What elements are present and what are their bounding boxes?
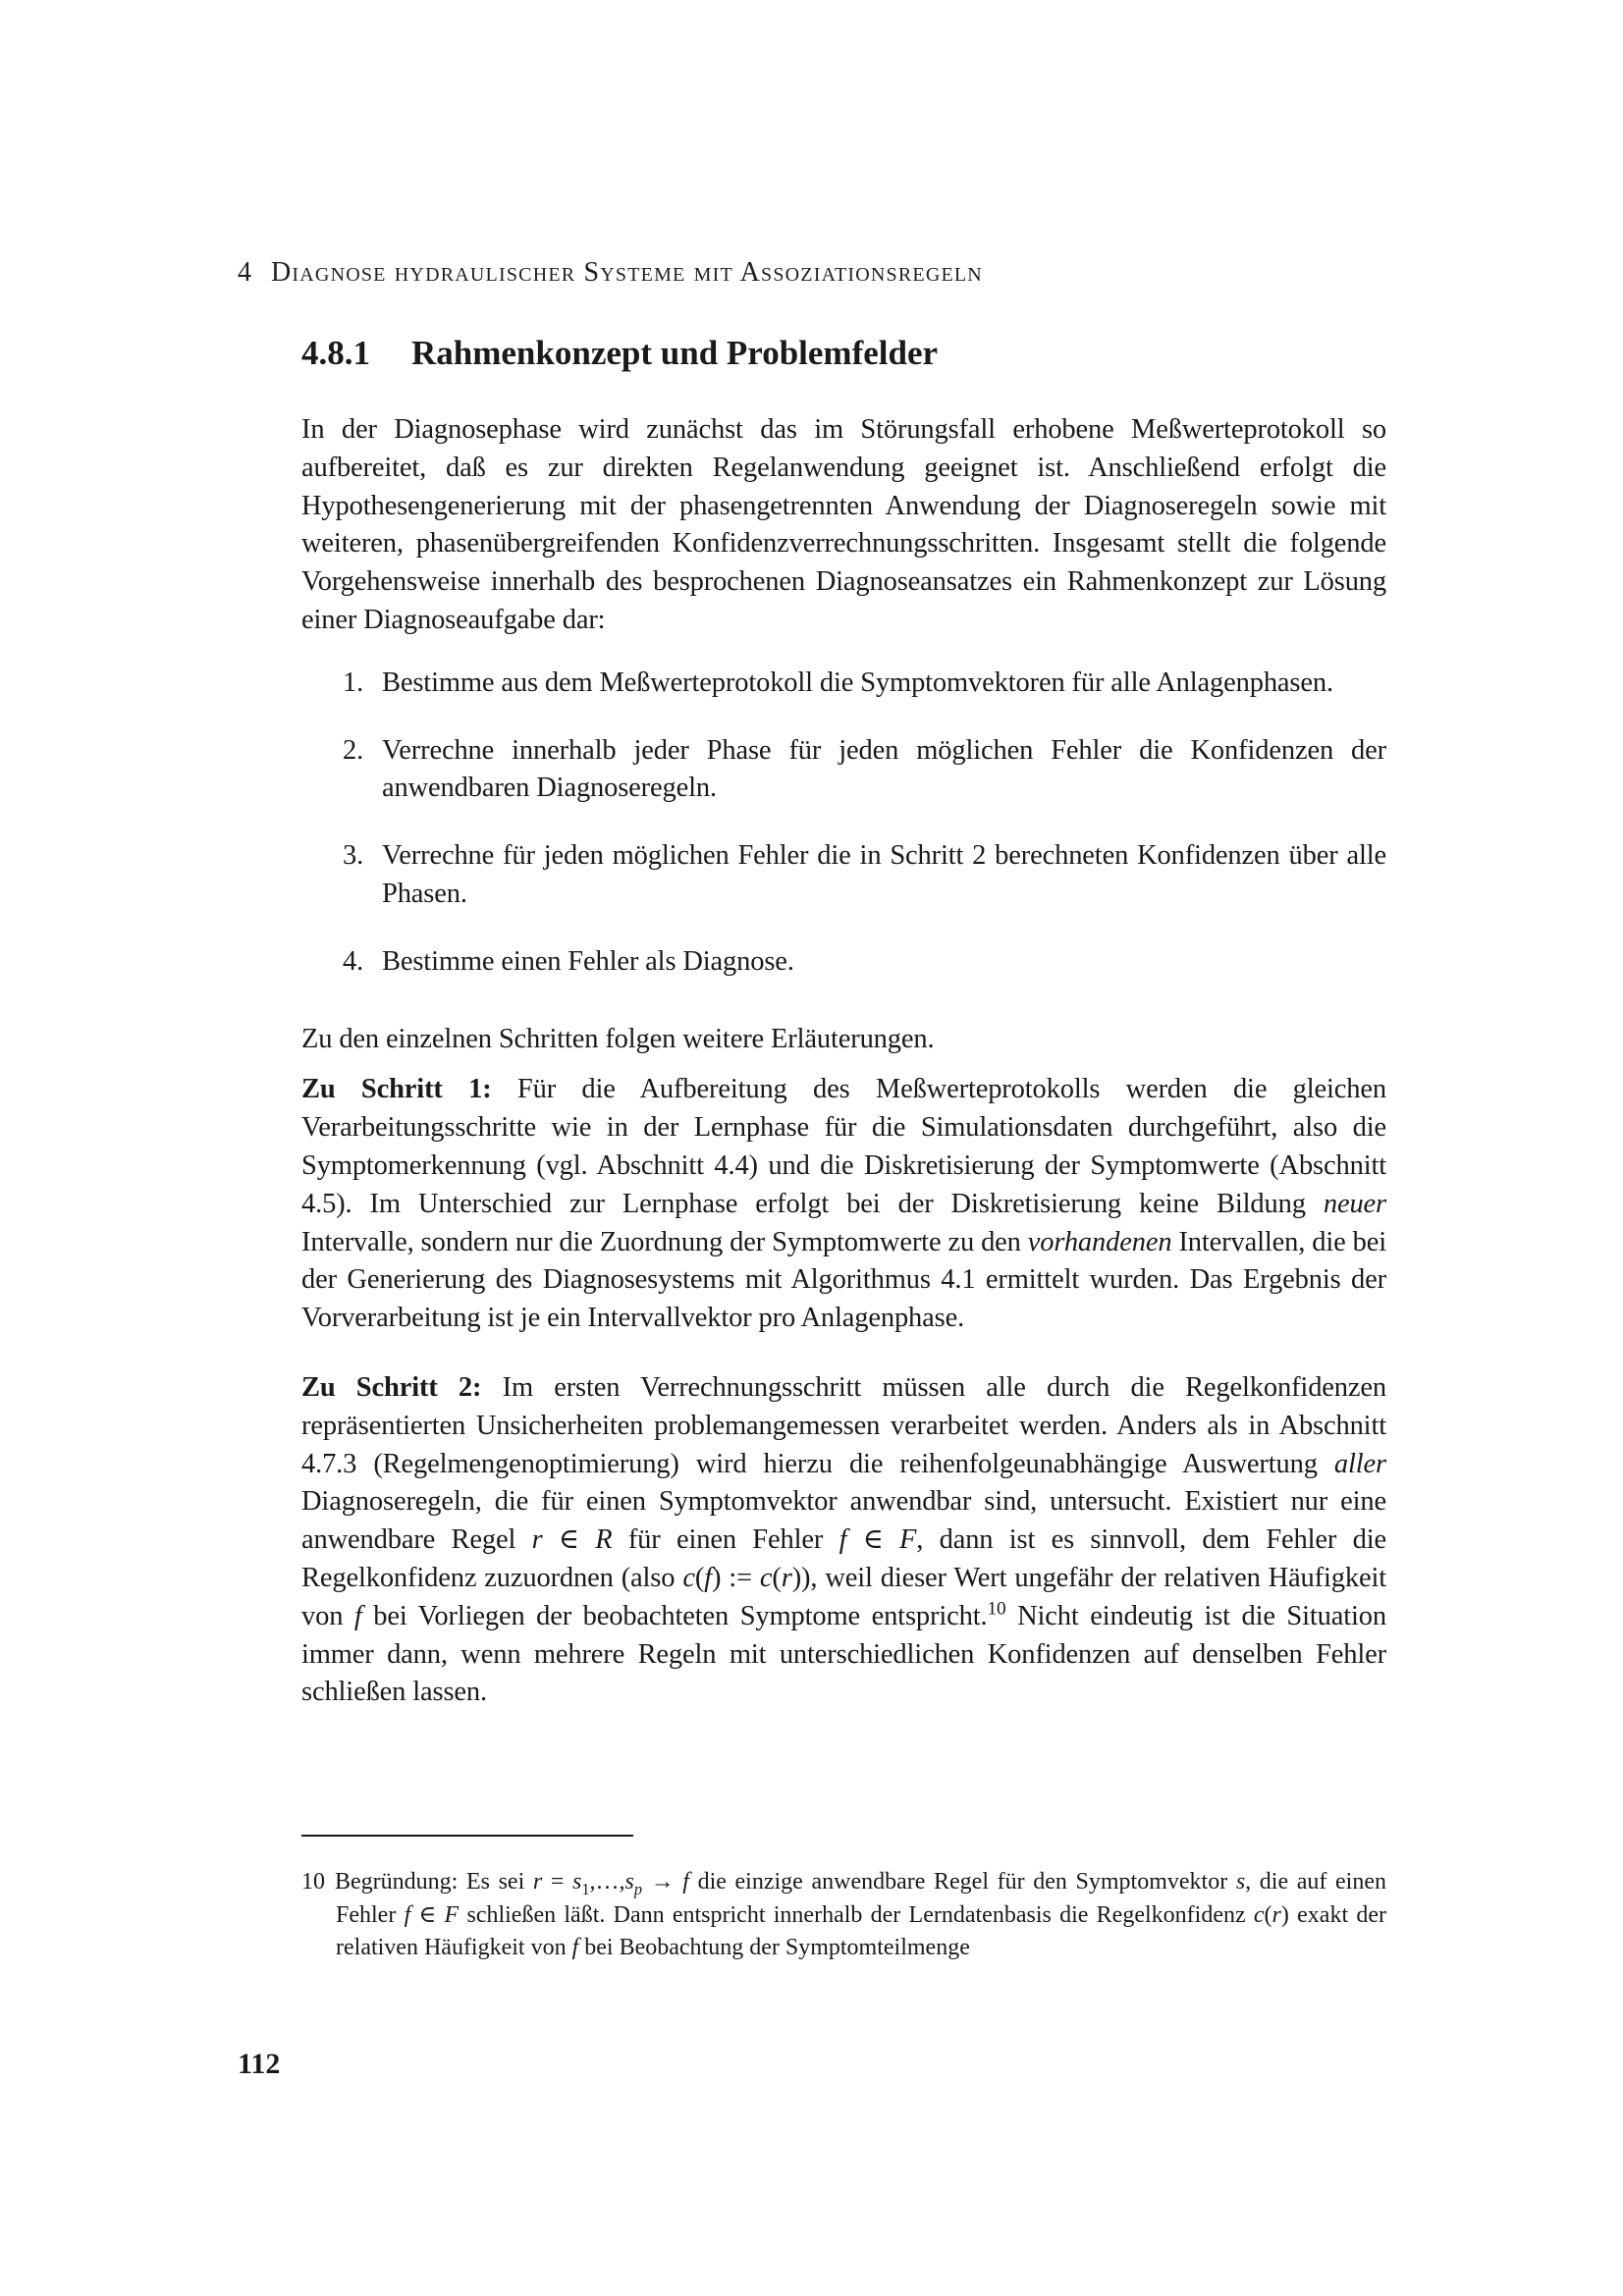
- list-item: [301, 665, 1386, 703]
- list-item-number: 3.: [343, 840, 364, 872]
- list-item-text: Bestimme aus dem Meßwerteprotokoll die Symptomvektoren für alle Anlagenphasen.: [382, 667, 1333, 698]
- paragraph-intro: In der Diagnosephase wird zunächst das im Störungsfall erhobene Meßwerteprotokoll so aufbereitet, daß es zur direkten Regelanwendung geeignet ist. Anschließend erfolgt die Hypothesengenerierung mit der phasengetrennten Anwendung der Diagnoseregeln sowie mit weiteren, phasenübergreifenden Konfidenzverrechnungsschritten. Insgesamt stellt die folgende Vorgehensweise innerhalb des besprochenen Diagnoseansatzes ein Rahmenkonzept zur Lösung einer Diagnoseaufgabe dar:: [301, 414, 1386, 635]
- paragraph-step2: Zu Schritt 2: Im ersten Verrechnungsschritt müssen alle durch die Regelkonfidenzen repräsentierten Unsicherheiten problemangemessen verarbeitet werden. Anders als in Abschnitt 4.7.3 (Regelmengenoptimierung) wird hierzu die reihenfolgeunabhängige Auswertung aller Diagnoseregeln, die für einen Symptomvektor anwendbar sind, untersucht. Existiert nur eine anwendbare Regel r ∈ R für einen Fehler f ∈ F, dann ist es sinnvoll, dem Fehler die Regelkonfidenz zuzuordnen (also c(f) := c(r)), weil dieser Wert ungefähr der relativen Häufigkeit von f bei Vorliegen der beobachteten Symptome entspricht.$^{10}$ Nicht eindeutig ist die Situation immer dann, wenn mehrere Regeln mit unterschiedlichen Konfidenzen auf denselben Fehler schließen lassen.: [301, 1371, 1387, 1708]
- footnote-number: 10: [301, 1869, 325, 1895]
- paragraph-step1: Zu Schritt 1: Für die Aufbereitung des Meßwerteprotokolls werden die gleichen Verarbeitungsschritte wie in der Lernphase für die Simulationsdaten durchgeführt, also die Symptomerkennung (vgl. Abschnitt 4.4) und die Diskretisierung der Symptomwerte (Abschnitt 4.5). Im Unterschied zur Lernphase erfolgt bei der Diskretisierung keine Bildung neuer Intervalle, sondern nur die Zuordnung der Symptomwerte zu den vorhandenen Intervallen, die bei der Generierung des Diagnosesystems mit Algorithmus 4.1 ermittelt wurden. Das Ergebnis der Vorverarbeitung ist je ein Intervallvektor pro Anlagenphase.: [301, 1074, 1386, 1334]
- diagnosis-step-list: [301, 665, 1386, 982]
- section-title: Rahmenkonzept und Problemfelder: [411, 334, 939, 372]
- list-item: [301, 943, 1386, 982]
- list-item-number: 4.: [343, 945, 364, 977]
- running-head: [238, 257, 983, 289]
- page-number: 112: [238, 2048, 281, 2080]
- list-item: [301, 837, 1386, 914]
- footnote: [301, 1866, 1386, 1965]
- list-item-text: Bestimme einen Fehler als Diagnose.: [382, 945, 794, 977]
- chapter-number: 4: [238, 257, 251, 288]
- section-number: 4.8.1: [301, 334, 370, 372]
- list-item-text: Verrechne innerhalb jeder Phase für jeden möglichen Fehler die Konfidenzen der anwendbaren Diagnoseregeln.: [382, 734, 1386, 804]
- footnote-text: Begründung: Es sei $r = s_1,\dots,s_p \to f$ die einzige anwendbare Regel für den Symptomvektor s, die auf einen Fehler f ∈ F schließen läßt. Dann entspricht innerhalb der Lerndatenbasis die Regelkonfidenz c(r) exakt der relativen Häufigkeit von f bei Beobachtung der Symptomteilmenge: [335, 1869, 1387, 1960]
- list-item-text: Verrechne für jeden möglichen Fehler die in Schritt 2 berechneten Konfidenzen über alle Phasen.: [382, 840, 1386, 909]
- section-heading: [301, 334, 938, 373]
- footnote-rule: [301, 1835, 633, 1837]
- list-item-number: 2.: [343, 734, 364, 766]
- body-text-column: [301, 411, 1386, 1712]
- list-item: [301, 732, 1386, 809]
- chapter-title: Diagnose hydraulischer Systeme mit Assoziationsregeln: [271, 257, 983, 288]
- list-item-number: 1.: [343, 667, 364, 698]
- paragraph-transition: Zu den einzelnen Schritten folgen weitere Erläuterungen.: [301, 1023, 935, 1054]
- footnote-area: [301, 1835, 1386, 1965]
